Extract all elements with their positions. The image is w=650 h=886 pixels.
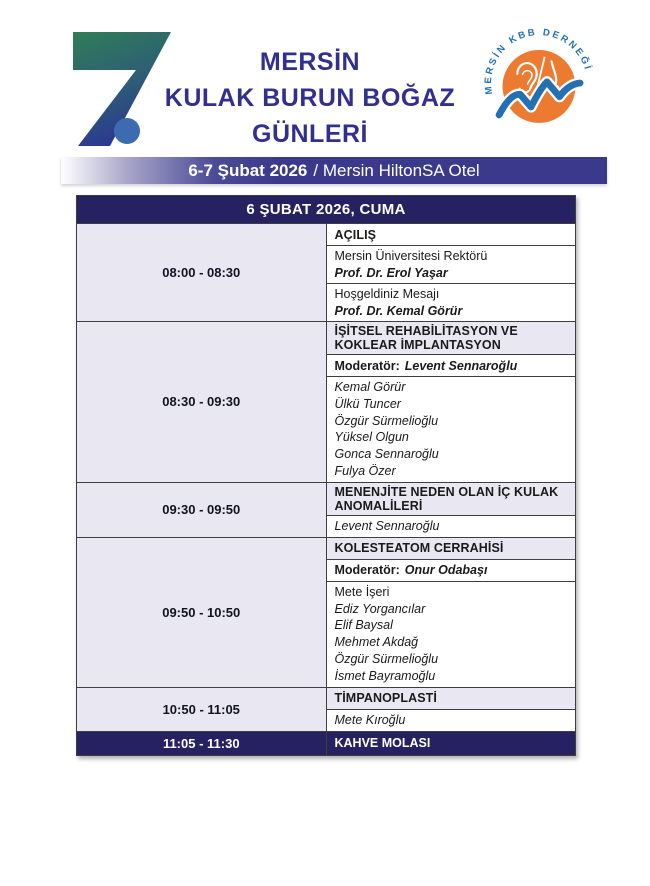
moderator-label: Moderatör:: [334, 563, 400, 578]
event-venue: / Mersin HiltonSA Otel: [313, 160, 480, 180]
speaker-name: Kemal Görür: [334, 380, 406, 394]
session-title: AÇILIŞ: [326, 224, 576, 246]
item-role: Mersin Üniversitesi Rektörü: [334, 249, 488, 263]
session-item: [326, 246, 576, 284]
table-row: [77, 482, 576, 515]
moderator-name: Levent Sennaroğlu: [404, 358, 518, 373]
session-title: İŞİTSEL REHABİLİTASYON VE KOKLEAR İMPLANTASYON: [326, 322, 576, 355]
time-cell: 11:05 - 11:30: [77, 731, 327, 755]
day-header: 6 ŞUBAT 2026, CUMA: [77, 196, 576, 224]
speaker-name: Özgür Sürmelioğlu: [334, 651, 439, 666]
logo-ring-text: MERSİN KBB DERNEĞİ: [482, 26, 594, 96]
speaker-name: Özgür Sürmelioğlu: [334, 413, 439, 428]
moderator-label: Moderatör:: [334, 358, 400, 373]
session-title: TİMPANOPLASTİ: [326, 687, 576, 709]
speaker-name: Mete Kıroğlu: [326, 709, 576, 731]
schedule-table: [76, 195, 576, 756]
moderator-cell: [326, 559, 576, 581]
speaker-name: Fulya Özer: [334, 463, 396, 478]
moderator-name: Onur Odabaşı: [404, 563, 488, 578]
table-row: [77, 224, 576, 246]
session-title: MENENJİTE NEDEN OLAN İÇ KULAK ANOMALİLERİ: [326, 482, 576, 515]
event-title-line-1: MERSİN: [259, 48, 361, 76]
speaker-name: Gonca Sennaroğlu: [334, 447, 439, 462]
table-row: [77, 687, 576, 709]
time-cell: 09:50 - 10:50: [77, 537, 327, 687]
date-venue-bar: [61, 157, 607, 184]
speaker-name: Mete İşeri: [334, 584, 390, 599]
break-label: KAHVE MOLASI: [326, 731, 576, 755]
session-item: [326, 284, 576, 322]
table-row: [77, 322, 576, 355]
item-person: Prof. Dr. Erol Yaşar: [334, 265, 448, 280]
speaker-name: Yüksel Olgun: [334, 430, 409, 445]
event-dates: 6-7 Şubat 2026: [188, 160, 308, 180]
speaker-name: Mehmet Akdağ: [334, 635, 419, 650]
day-header-row: [77, 196, 576, 224]
moderator-cell: [326, 355, 576, 377]
time-cell: 10:50 - 11:05: [77, 687, 327, 731]
time-cell: 09:30 - 09:50: [77, 482, 327, 537]
coffee-break-row: [77, 731, 576, 755]
event-title-line-3: GÜNLERİ: [252, 120, 368, 148]
kbb-logo-graphic: [482, 26, 596, 140]
speaker-name: Ediz Yorgancılar: [334, 601, 426, 616]
time-cell: 08:30 - 09:30: [77, 322, 327, 483]
kbb-association-logo: [482, 26, 596, 140]
speaker-name: Elif Baysal: [334, 618, 393, 633]
speakers-cell: [326, 581, 576, 687]
speaker-name: Ülkü Tuncer: [334, 396, 401, 411]
seven-dot: [114, 118, 140, 144]
event-title: [148, 44, 472, 152]
time-cell: 08:00 - 08:30: [77, 224, 327, 322]
speaker-name: Levent Sennaroğlu: [326, 515, 576, 537]
speakers-cell: [326, 377, 576, 483]
event-title-line-2: KULAK BURUN BOĞAZ: [164, 84, 456, 112]
item-person: Prof. Dr. Kemal Görür: [334, 303, 463, 318]
speaker-name: İsmet Bayramoğlu: [334, 668, 436, 683]
item-role: Hoşgeldiniz Mesajı: [334, 287, 440, 301]
session-title: KOLESTEATOM CERRAHİSİ: [326, 537, 576, 559]
table-row: [77, 537, 576, 559]
